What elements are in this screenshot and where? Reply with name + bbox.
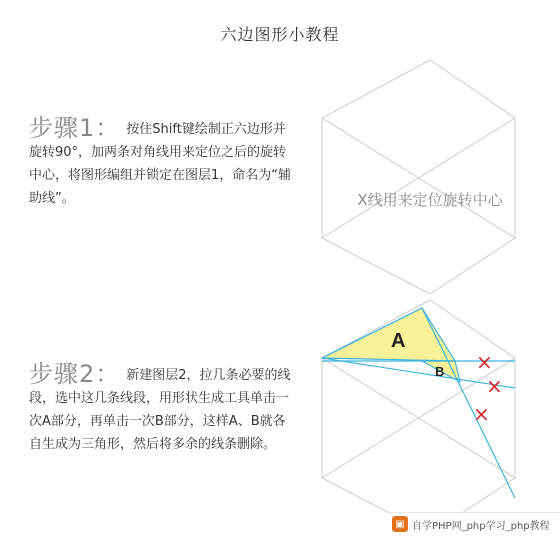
cross-mark-1: × (476, 350, 493, 374)
hexagon-outline (322, 60, 515, 294)
region-b-label: B (435, 364, 445, 379)
figure-1-label: X线用来定位旋转中心 (357, 191, 503, 209)
step-1-text: 按住Shift键绘制正六边形并旋转90°，加两条对角线用来定位之后的旋转中心，将图形编组并锁定在图层1，命名为“辅助线”。 (29, 122, 292, 206)
hexagon-figure-1 (315, 60, 545, 294)
region-a-label: A (391, 330, 406, 352)
site-logo-icon: ▣ (392, 516, 408, 532)
page-title: 六边图形小教程 (220, 25, 340, 44)
hexagon-shapes-svg (315, 300, 545, 534)
site-watermark (386, 512, 560, 535)
step-1-heading: 步骤1： (29, 114, 121, 142)
cross-mark-3: × (473, 402, 490, 426)
watermark-text: 自学PHP网_php学习_php教程 (412, 520, 550, 532)
cross-mark-2: × (486, 374, 503, 398)
hexagon-figure-2 (315, 300, 545, 534)
step-2 (29, 360, 291, 456)
step-2-text: 新建图层2，拉几条必要的线段，选中这几条线段，用形状生成工具单击一次A部分，再单击一次B部分，这样A、B就各自生成为三角形，然后将多余的线条删除。 (29, 368, 291, 452)
step-1 (29, 114, 292, 210)
hexagon-guide-svg (315, 60, 545, 294)
step-2-heading: 步骤2： (29, 360, 121, 388)
blue-line-slant (422, 308, 515, 498)
